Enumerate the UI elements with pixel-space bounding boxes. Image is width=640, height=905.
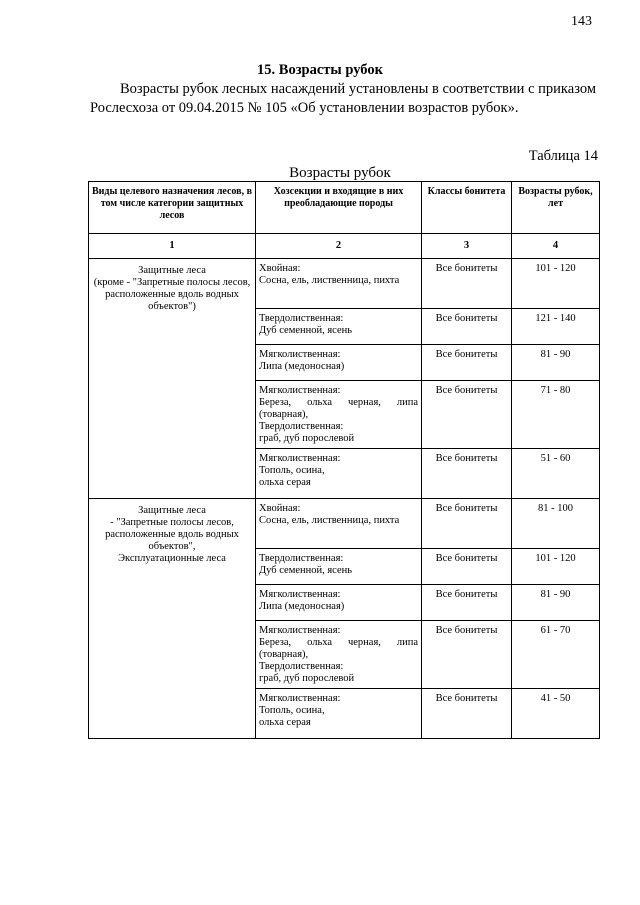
forest-purpose-line: расположенные вдоль водных: [105, 529, 239, 540]
table-header-row: [89, 182, 600, 234]
species-line: Сосна, ель, лиственница, пихта: [259, 515, 400, 526]
bonitet-cell: Все бонитеты: [422, 499, 512, 549]
col-number: 3: [422, 234, 512, 259]
species-line: Липа (медоносная): [259, 601, 345, 612]
bonitet-cell: Все бонитеты: [422, 259, 512, 309]
species-cell: [256, 621, 422, 689]
species-line: граб, дуб порослевой: [259, 433, 355, 444]
cutting-age-cell: 81 - 100: [512, 499, 600, 549]
cutting-age-cell: 121 - 140: [512, 309, 600, 345]
species-line: Дуб семенной, ясень: [259, 565, 353, 576]
species-cell: [256, 345, 422, 381]
species-line: (товарная),: [259, 409, 309, 420]
bonitet-cell: Все бонитеты: [422, 309, 512, 345]
table-row: [89, 259, 600, 309]
species-cell: [256, 309, 422, 345]
species-line: Тополь, осина,: [259, 465, 325, 476]
table-title: Возрасты рубок: [289, 165, 391, 181]
forest-purpose-line: расположенные вдоль водных: [105, 289, 239, 300]
species-line: Твердолиственная:: [259, 661, 344, 672]
species-cell: [256, 499, 422, 549]
species-line: ольха серая: [259, 477, 311, 488]
header-age: Возрасты рубок, лет: [512, 182, 600, 234]
forest-purpose-line: объектов",: [148, 541, 196, 552]
species-cell: [256, 689, 422, 739]
cutting-age-cell: 61 - 70: [512, 621, 600, 689]
species-line: Мягколиственная:: [259, 453, 341, 464]
species-cell: [256, 585, 422, 621]
table-row: [89, 499, 600, 549]
species-line: Твердолиственная:: [259, 313, 344, 324]
species-cell: [256, 381, 422, 449]
species-line: Береза, ольха черная, липа: [259, 397, 418, 408]
species-line: Хвойная:: [259, 503, 301, 514]
column-number-row: [89, 234, 600, 259]
forest-purpose-cell: [89, 259, 256, 499]
species-line: Хвойная:: [259, 263, 301, 274]
page-number: 143: [571, 14, 592, 29]
bonitet-cell: Все бонитеты: [422, 549, 512, 585]
species-cell: [256, 259, 422, 309]
cutting-age-cell: 51 - 60: [512, 449, 600, 499]
species-cell: [256, 449, 422, 499]
species-line: Мягколиственная:: [259, 589, 341, 600]
intro-paragraph: Возрасты рубок лесных насаждений установлены в соответствии с приказом Рослесхоза от 09.04.2015 № 105 «Об установлении возрастов рубок».: [90, 81, 596, 116]
species-line: Твердолиственная:: [259, 553, 344, 564]
species-line: Дуб семенной, ясень: [259, 325, 353, 336]
forest-purpose-line: объектов"): [148, 301, 196, 312]
bonitet-cell: Все бонитеты: [422, 345, 512, 381]
bonitet-cell: Все бонитеты: [422, 621, 512, 689]
species-line: Мягколиственная:: [259, 693, 341, 704]
col-number: 4: [512, 234, 600, 259]
cutting-age-cell: 81 - 90: [512, 345, 600, 381]
cutting-age-table: [88, 181, 600, 739]
forest-purpose-line: (кроме - "Запретные полосы лесов,: [93, 277, 251, 288]
header-purpose: Виды целевого назначения лесов, в том числе категории защитных лесов: [89, 182, 256, 234]
section-heading: 15. Возрасты рубок: [257, 62, 383, 78]
header-bonitet: Классы бонитета: [422, 182, 512, 234]
species-cell: [256, 549, 422, 585]
species-line: Твердолиственная:: [259, 421, 344, 432]
species-line: Мягколиственная:: [259, 349, 341, 360]
forest-purpose-cell: [89, 499, 256, 739]
species-line: Сосна, ель, лиственница, пихта: [259, 275, 400, 286]
species-line: граб, дуб порослевой: [259, 673, 355, 684]
cutting-age-cell: 101 - 120: [512, 549, 600, 585]
col-number: 1: [89, 234, 256, 259]
forest-purpose-line: Эксплуатационные леса: [118, 553, 226, 564]
forest-purpose-line: - "Запретные полосы лесов,: [110, 517, 234, 528]
col-number: 2: [256, 234, 422, 259]
bonitet-cell: Все бонитеты: [422, 585, 512, 621]
species-line: Береза, ольха черная, липа: [259, 637, 418, 648]
cutting-age-cell: 41 - 50: [512, 689, 600, 739]
header-species: Хозсекции и входящие в них преобладающие породы: [256, 182, 422, 234]
bonitet-cell: Все бонитеты: [422, 449, 512, 499]
species-line: Липа (медоносная): [259, 361, 345, 372]
bonitet-cell: Все бонитеты: [422, 381, 512, 449]
forest-purpose-line: Защитные леса: [138, 505, 206, 516]
species-line: ольха серая: [259, 717, 311, 728]
species-line: Мягколиственная:: [259, 625, 341, 636]
forest-purpose-line: Защитные леса: [138, 265, 206, 276]
cutting-age-cell: 101 - 120: [512, 259, 600, 309]
table-number: Таблица 14: [528, 148, 598, 164]
bonitet-cell: Все бонитеты: [422, 689, 512, 739]
cutting-age-cell: 81 - 90: [512, 585, 600, 621]
species-line: Тополь, осина,: [259, 705, 325, 716]
species-line: Мягколиственная:: [259, 385, 341, 396]
cutting-age-cell: 71 - 80: [512, 381, 600, 449]
species-line: (товарная),: [259, 649, 309, 660]
